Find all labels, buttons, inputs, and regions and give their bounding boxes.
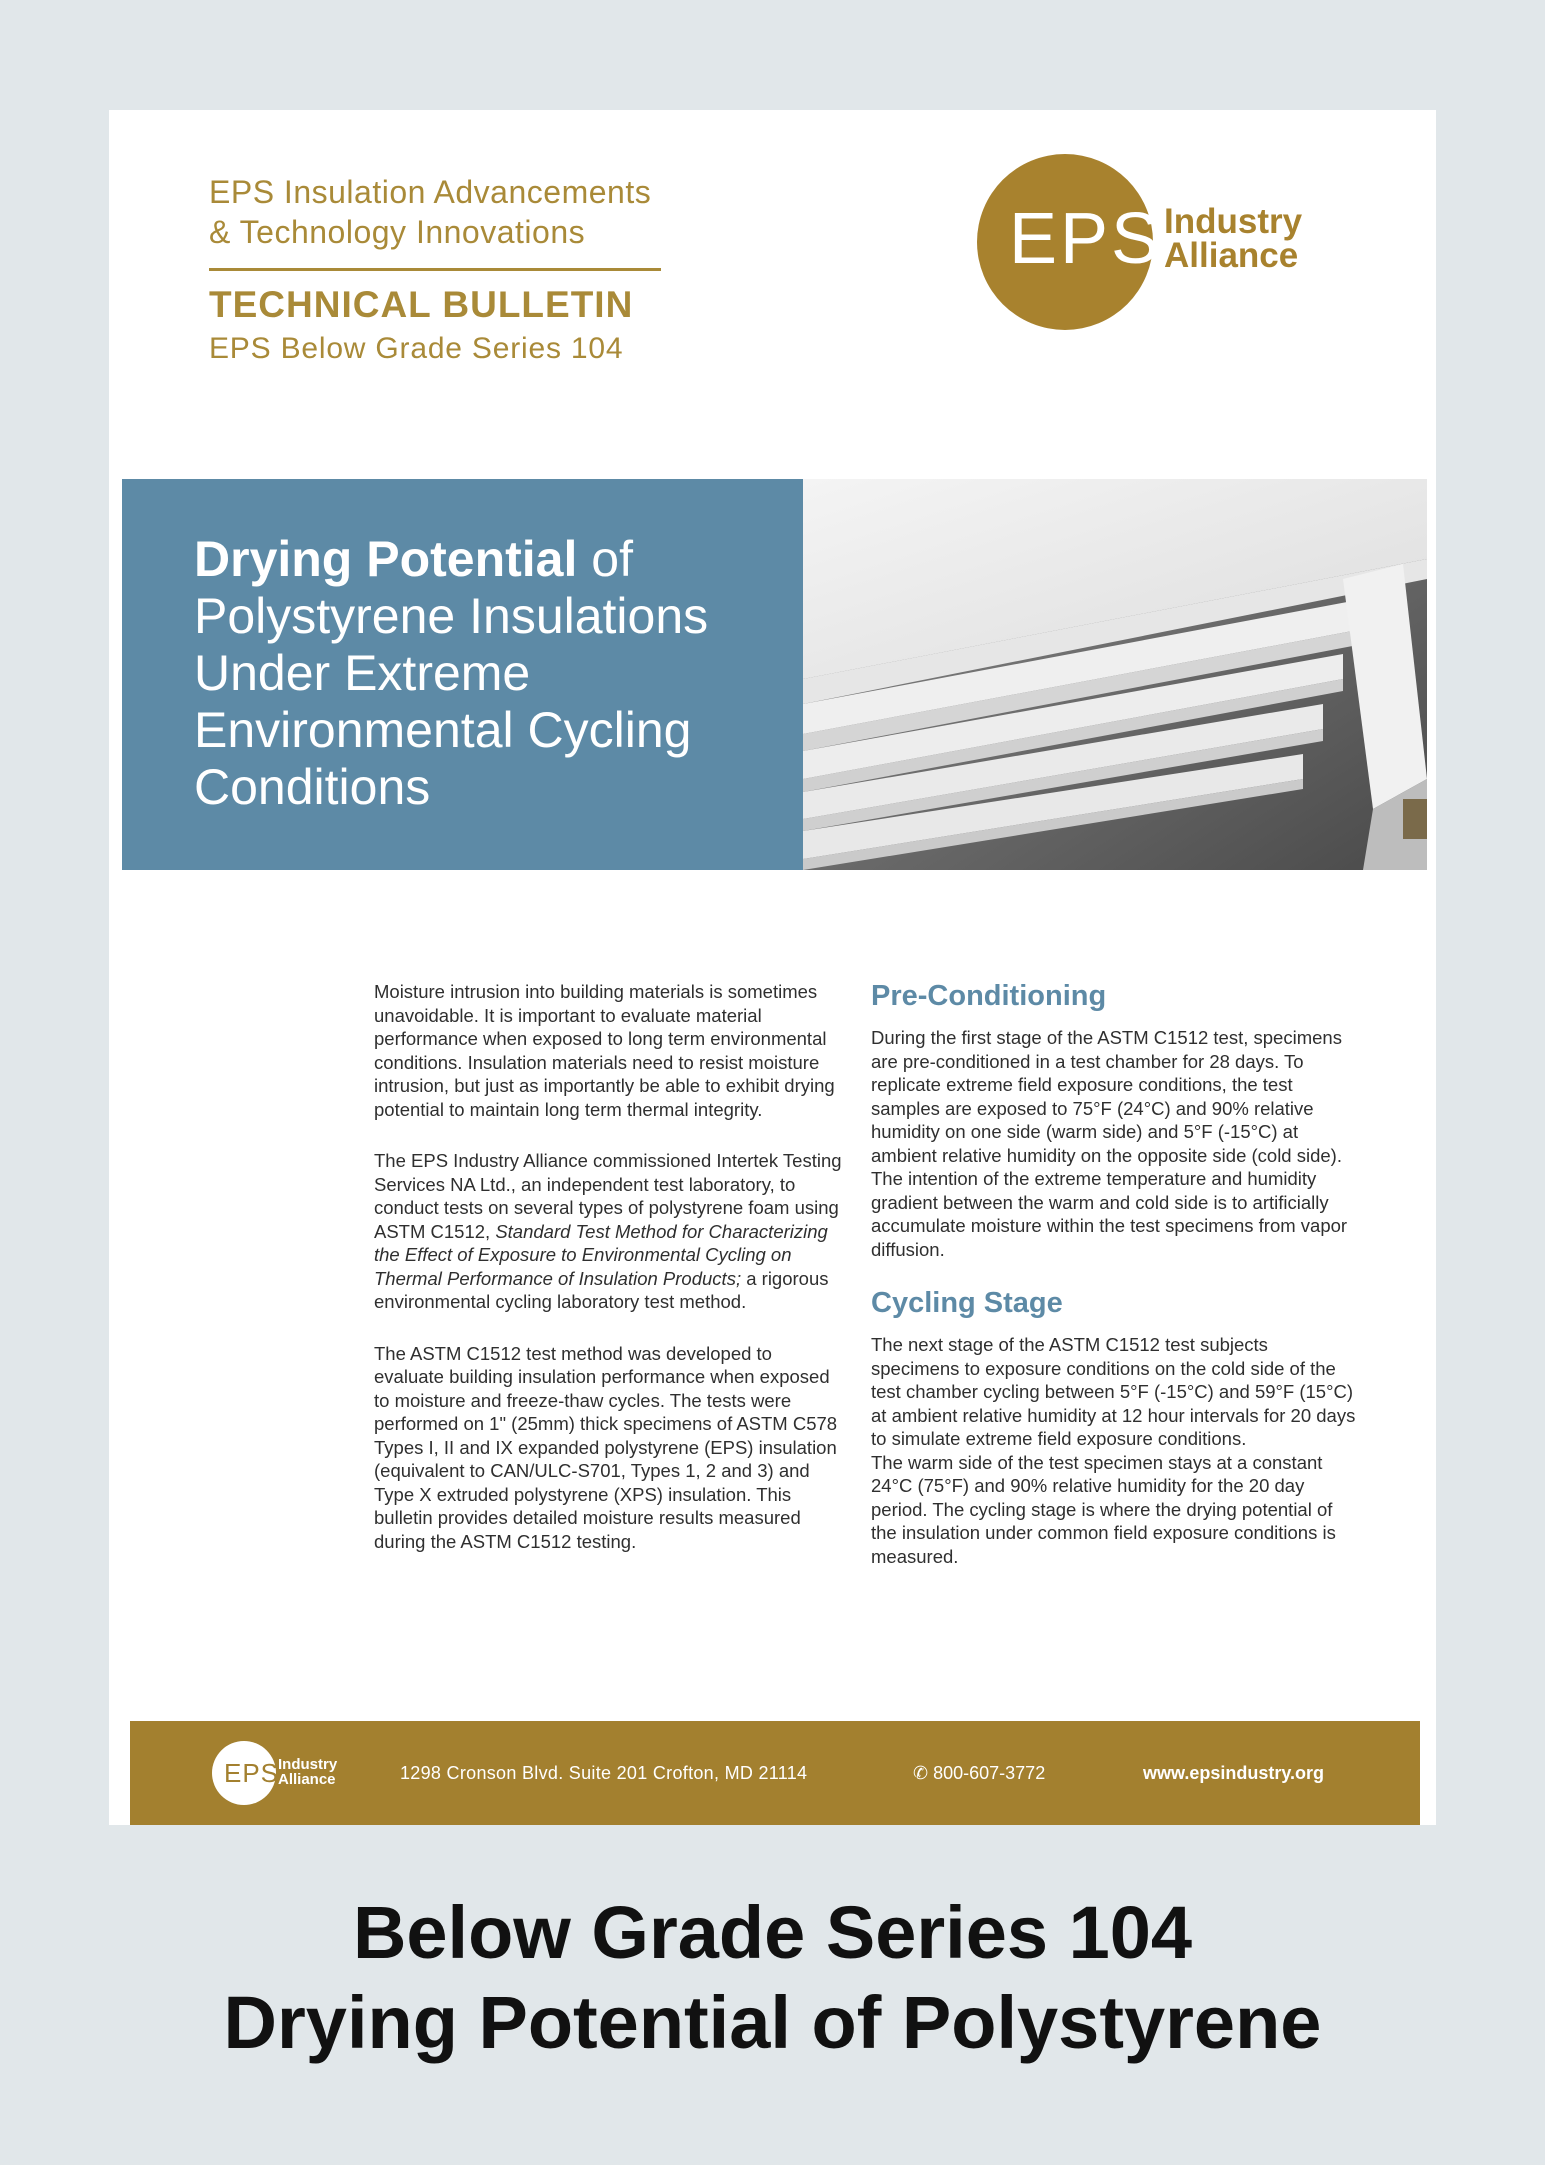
- logo-wordmark: [1164, 202, 1303, 275]
- pre-conditioning-text-1: During the first stage of the ASTM C1512 test, specimens are pre-conditioned in a test chamber for 28 days. To replicate extreme field exposure conditions, the test samples are exposed to 75°F (24°C) and 90% relative humidity on one side (warm side) and 5°F (-15°C) at ambient relative humidity on the opposite side (cold side).: [871, 1027, 1342, 1166]
- method-paragraph: The ASTM C1512 test method was developed to evaluate building insulation performance when exposed to moisture and freeze-thaw cycles. The tests were performed on 1" (25mm) thick specimens of ASTM C578 Types I, II and IX expanded polystyrene (EPS) insulation (equivalent to CAN/ULC-S701, Types 1, 2 and 3) and Type X extruded polystyrene (XPS) insulation. This bulletin provides detailed moisture results measured during the ASTM C1512 testing.: [374, 1342, 838, 1552]
- phone-number: 800-607-3772: [933, 1763, 1046, 1783]
- standard-title: Standard Test Method for Characterizing the Effect of Exposure to Environmental Cycling on Thermal Performance of Insulation Products;: [374, 1220, 828, 1289]
- bulletin-title: TECHNICAL BULLETIN: [209, 284, 634, 325]
- footer-logo: [212, 1741, 280, 1805]
- commission-paragraph: [374, 1149, 844, 1314]
- page-caption: [0, 1888, 1545, 2068]
- title-of: of: [577, 531, 633, 587]
- document-page: [109, 110, 1436, 1825]
- body-column-right: [871, 978, 1361, 1592]
- title-banner: [122, 479, 1427, 870]
- footer-logo-industry: Industry: [278, 1756, 338, 1773]
- cycling-paragraph: [871, 1333, 1361, 1568]
- pre-conditioning-paragraph: [871, 1026, 1361, 1261]
- commission-text: The EPS Industry Alliance commissioned Intertek Testing Services NA Ltd., an independent test laboratory, to conduct tests on several types of polystyrene foam using ASTM C1512,: [374, 1150, 842, 1242]
- header-tagline: [209, 172, 769, 252]
- title-line-4: Environmental Cycling: [194, 702, 692, 758]
- footer-phone[interactable]: [913, 1762, 1045, 1784]
- caption-line-2: Drying Potential of Polystyrene: [223, 1981, 1322, 2064]
- heading-pre-conditioning: Pre-Conditioning: [871, 980, 1107, 1012]
- tagline-line-2: & Technology Innovations: [209, 214, 586, 250]
- phone-icon: ✆: [913, 1763, 929, 1783]
- footer-bar: [130, 1721, 1420, 1825]
- foam-boards-photo: [803, 479, 1427, 870]
- cycling-text-2: The warm side of the test specimen stays at a constant 24°C (75°F) and 90% relative humidity for the 20 day period. The cycling stage is where the drying potential of the insulation under common field exposure conditions is measured.: [871, 1451, 1336, 1567]
- title-line-5: Conditions: [194, 759, 431, 815]
- footer-address: 1298 Cronson Blvd. Suite 201 Crofton, MD 21114: [400, 1763, 808, 1783]
- cycling-text-1: The next stage of the ASTM C1512 test subjects specimens to exposure conditions on the cold side of the test chamber cycling between 5°F (-15°C) and 59°F (15°C) at ambient relative humidity at 12 hour intervals for 20 days to simulate extreme field exposure conditions.: [871, 1334, 1356, 1449]
- tagline-line-1: EPS Insulation Advancements: [209, 174, 652, 210]
- logo-mark: EPS: [1009, 199, 1163, 279]
- footer-website-link[interactable]: www.epsindustry.org: [1143, 1763, 1325, 1783]
- logo-word-alliance: Alliance: [1164, 236, 1299, 275]
- banner-title-panel: [122, 479, 803, 870]
- banner-title: [194, 531, 708, 816]
- logo-word-industry: Industry: [1164, 202, 1303, 241]
- caption-line-1: Below Grade Series 104: [352, 1891, 1193, 1974]
- eps-logo: [977, 154, 1163, 330]
- title-line-3: Under Extreme: [194, 645, 531, 701]
- heading-cycling-stage: Cycling Stage: [871, 1287, 1063, 1319]
- footer-logo-mark: EPS: [224, 1758, 280, 1788]
- body-column-left: [374, 980, 844, 1581]
- footer-logo-wordmark: [278, 1757, 337, 1787]
- header-divider: [209, 268, 661, 271]
- bulletin-series: EPS Below Grade Series 104: [209, 332, 624, 365]
- intro-paragraph: Moisture intrusion into building materials is sometimes unavoidable. It is important to evaluate material performance when exposed to long term environmental conditions. Insulation materials need to resist moisture intrusion, but just as importantly be able to exhibit drying potential to maintain long term thermal integrity.: [374, 981, 835, 1120]
- pre-conditioning-text-2: The intention of the extreme temperature and humidity gradient between the warm and cold side is to artificially accumulate moisture within the test specimens from vapor diffusion.: [871, 1168, 1348, 1260]
- commission-text-end: a rigorous environmental cycling laboratory test method.: [374, 1267, 829, 1312]
- foam-boards-illustration: [803, 479, 1427, 870]
- title-bold: Drying Potential: [194, 531, 578, 587]
- footer-logo-alliance: Alliance: [278, 1771, 336, 1788]
- title-line-2: Polystyrene Insulations: [194, 588, 709, 644]
